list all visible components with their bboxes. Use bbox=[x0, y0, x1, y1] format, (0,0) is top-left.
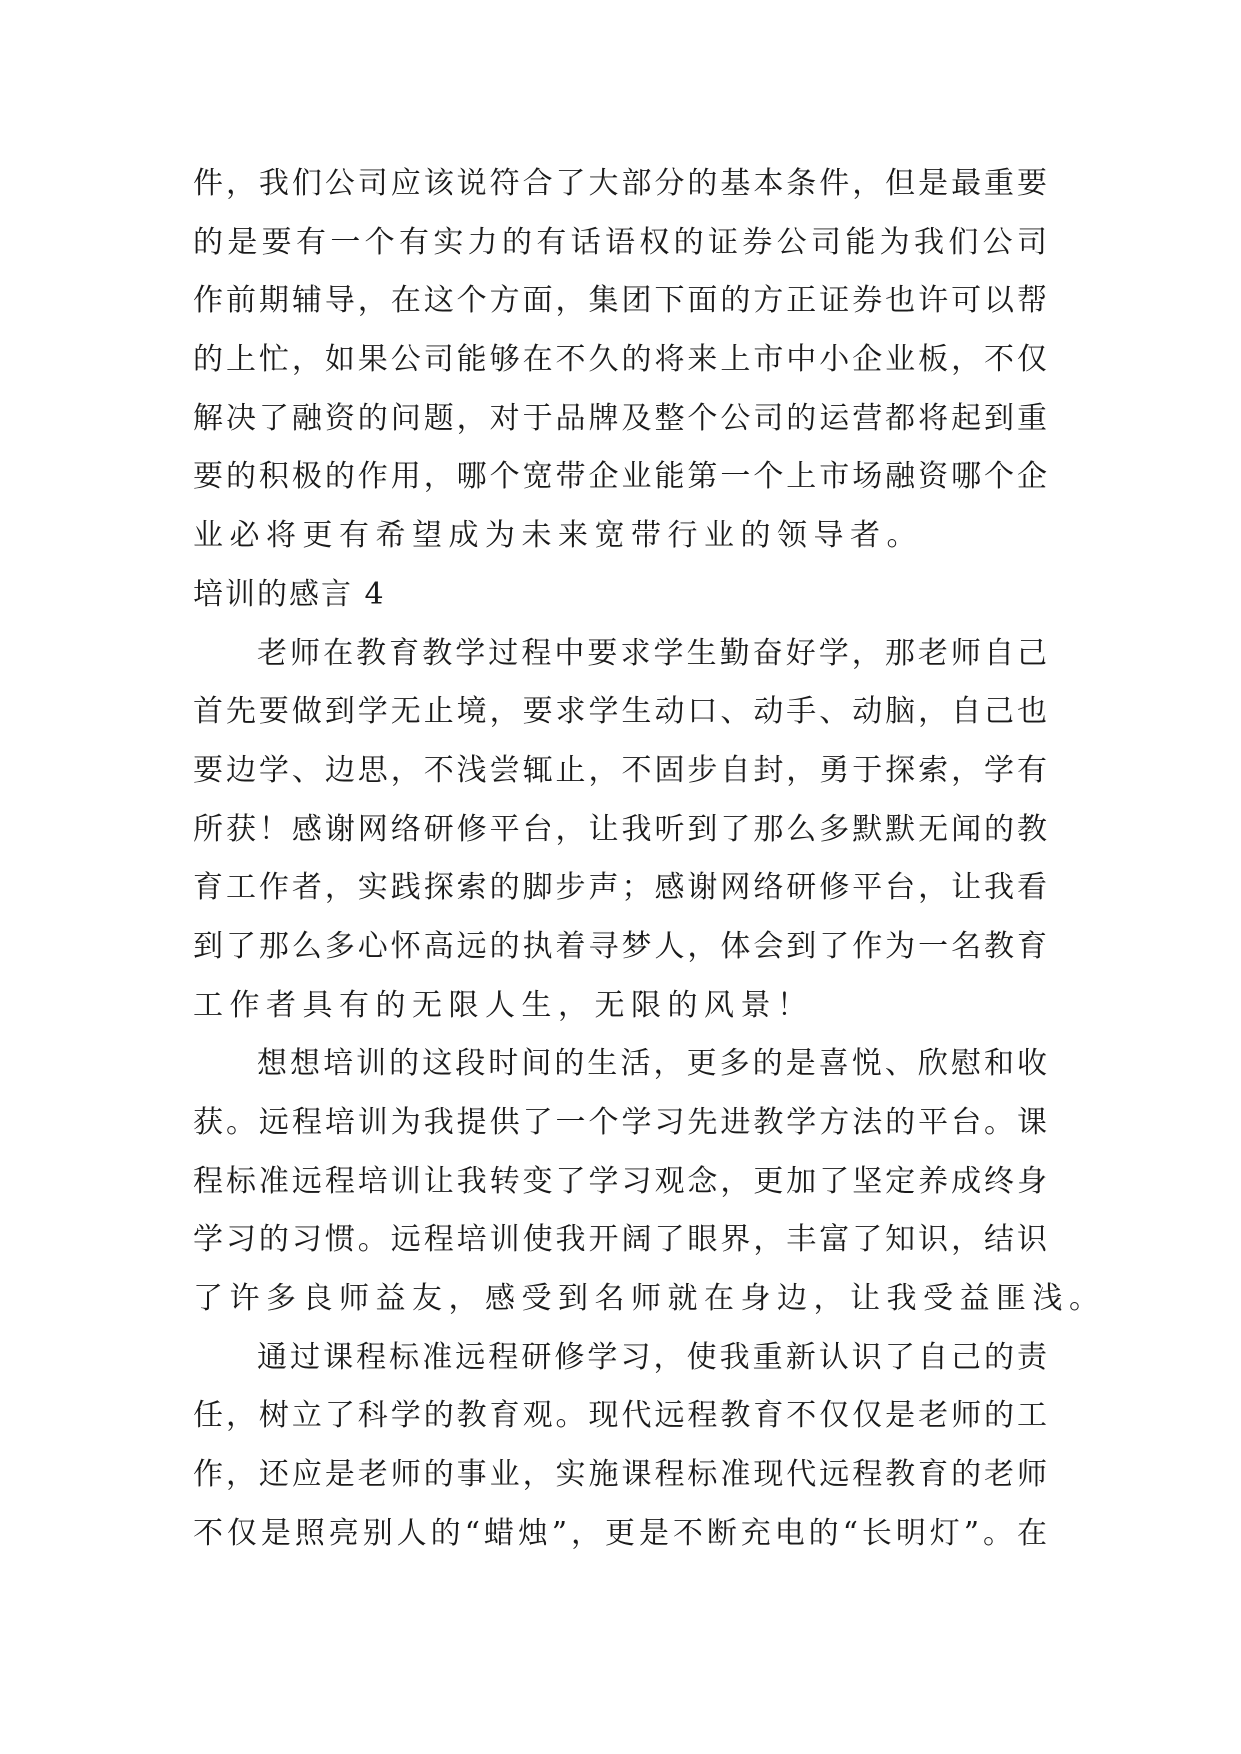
text-line: 工作者具有的无限人生，无限的风景！ bbox=[193, 987, 814, 1023]
paragraph bbox=[193, 1329, 1047, 1564]
paragraph-continuation bbox=[193, 155, 1047, 566]
text-line: 的上忙，如果公司能够在不久的将来上市中小企业板，不仅 bbox=[193, 342, 1047, 378]
section-heading: 培训的感言 4 bbox=[193, 576, 386, 612]
text-line: 的是要有一个有实力的有话语权的证券公司能为我们公司 bbox=[193, 224, 1047, 260]
text-line: 业必将更有希望成为未来宽带行业的领导者。 bbox=[193, 518, 923, 554]
text-line: 了许多良师益友，感受到名师就在身边，让我受益匪浅。 bbox=[193, 1281, 1106, 1317]
text-line: 要边学、边思，不浅尝辄止，不固步自封，勇于探索，学有 bbox=[193, 752, 1047, 788]
text-line: 作，还应是老师的事业，实施课程标准现代远程教育的老师 bbox=[193, 1457, 1047, 1493]
text-line: 首先要做到学无止境，要求学生动口、动手、动脑，自己也 bbox=[193, 694, 1047, 730]
text-line: 老师在教育教学过程中要求学生勤奋好学，那老师自己 bbox=[257, 635, 1047, 671]
text-line: 获。远程培训为我提供了一个学习先进教学方法的平台。课 bbox=[193, 1105, 1047, 1140]
paragraph bbox=[193, 625, 1047, 1036]
text-line: 解决了融资的问题，对于品牌及整个公司的运营都将起到重 bbox=[193, 400, 1047, 436]
paragraph bbox=[193, 1035, 1106, 1328]
text-line: 学习的习惯。远程培训使我开阔了眼界，丰富了知识，结识 bbox=[193, 1222, 1047, 1258]
text-line: 育工作者，实践探索的脚步声；感谢网络研修平台，让我看 bbox=[193, 870, 1047, 906]
text-line: 到了那么多心怀高远的执着寻梦人，体会到了作为一名教育 bbox=[193, 928, 1047, 964]
text-line: 件，我们公司应该说符合了大部分的基本条件，但是最重要 bbox=[193, 166, 1047, 201]
text-line: 要的积极的作用，哪个宽带企业能第一个上市场融资哪个企 bbox=[193, 459, 1047, 495]
text-line: 通过课程标准远程研修学习，使我重新认识了自己的责 bbox=[257, 1339, 1047, 1375]
document-body bbox=[193, 155, 1106, 1564]
text-line: 想想培训的这段时间的生活，更多的是喜悦、欣慰和收 bbox=[257, 1046, 1047, 1082]
text-line: 不仅是照亮别人的“蜡烛”，更是不断充电的“长明灯”。在 bbox=[193, 1515, 1047, 1551]
text-line: 任，树立了科学的教育观。现代远程教育不仅仅是老师的工 bbox=[193, 1398, 1047, 1434]
text-line: 程标准远程培训让我转变了学习观念，更加了坚定养成终身 bbox=[193, 1163, 1047, 1199]
text-line: 所获！感谢网络研修平台，让我听到了那么多默默无闻的教 bbox=[193, 811, 1047, 847]
text-line: 作前期辅导，在这个方面，集团下面的方正证券也许可以帮 bbox=[193, 283, 1047, 319]
